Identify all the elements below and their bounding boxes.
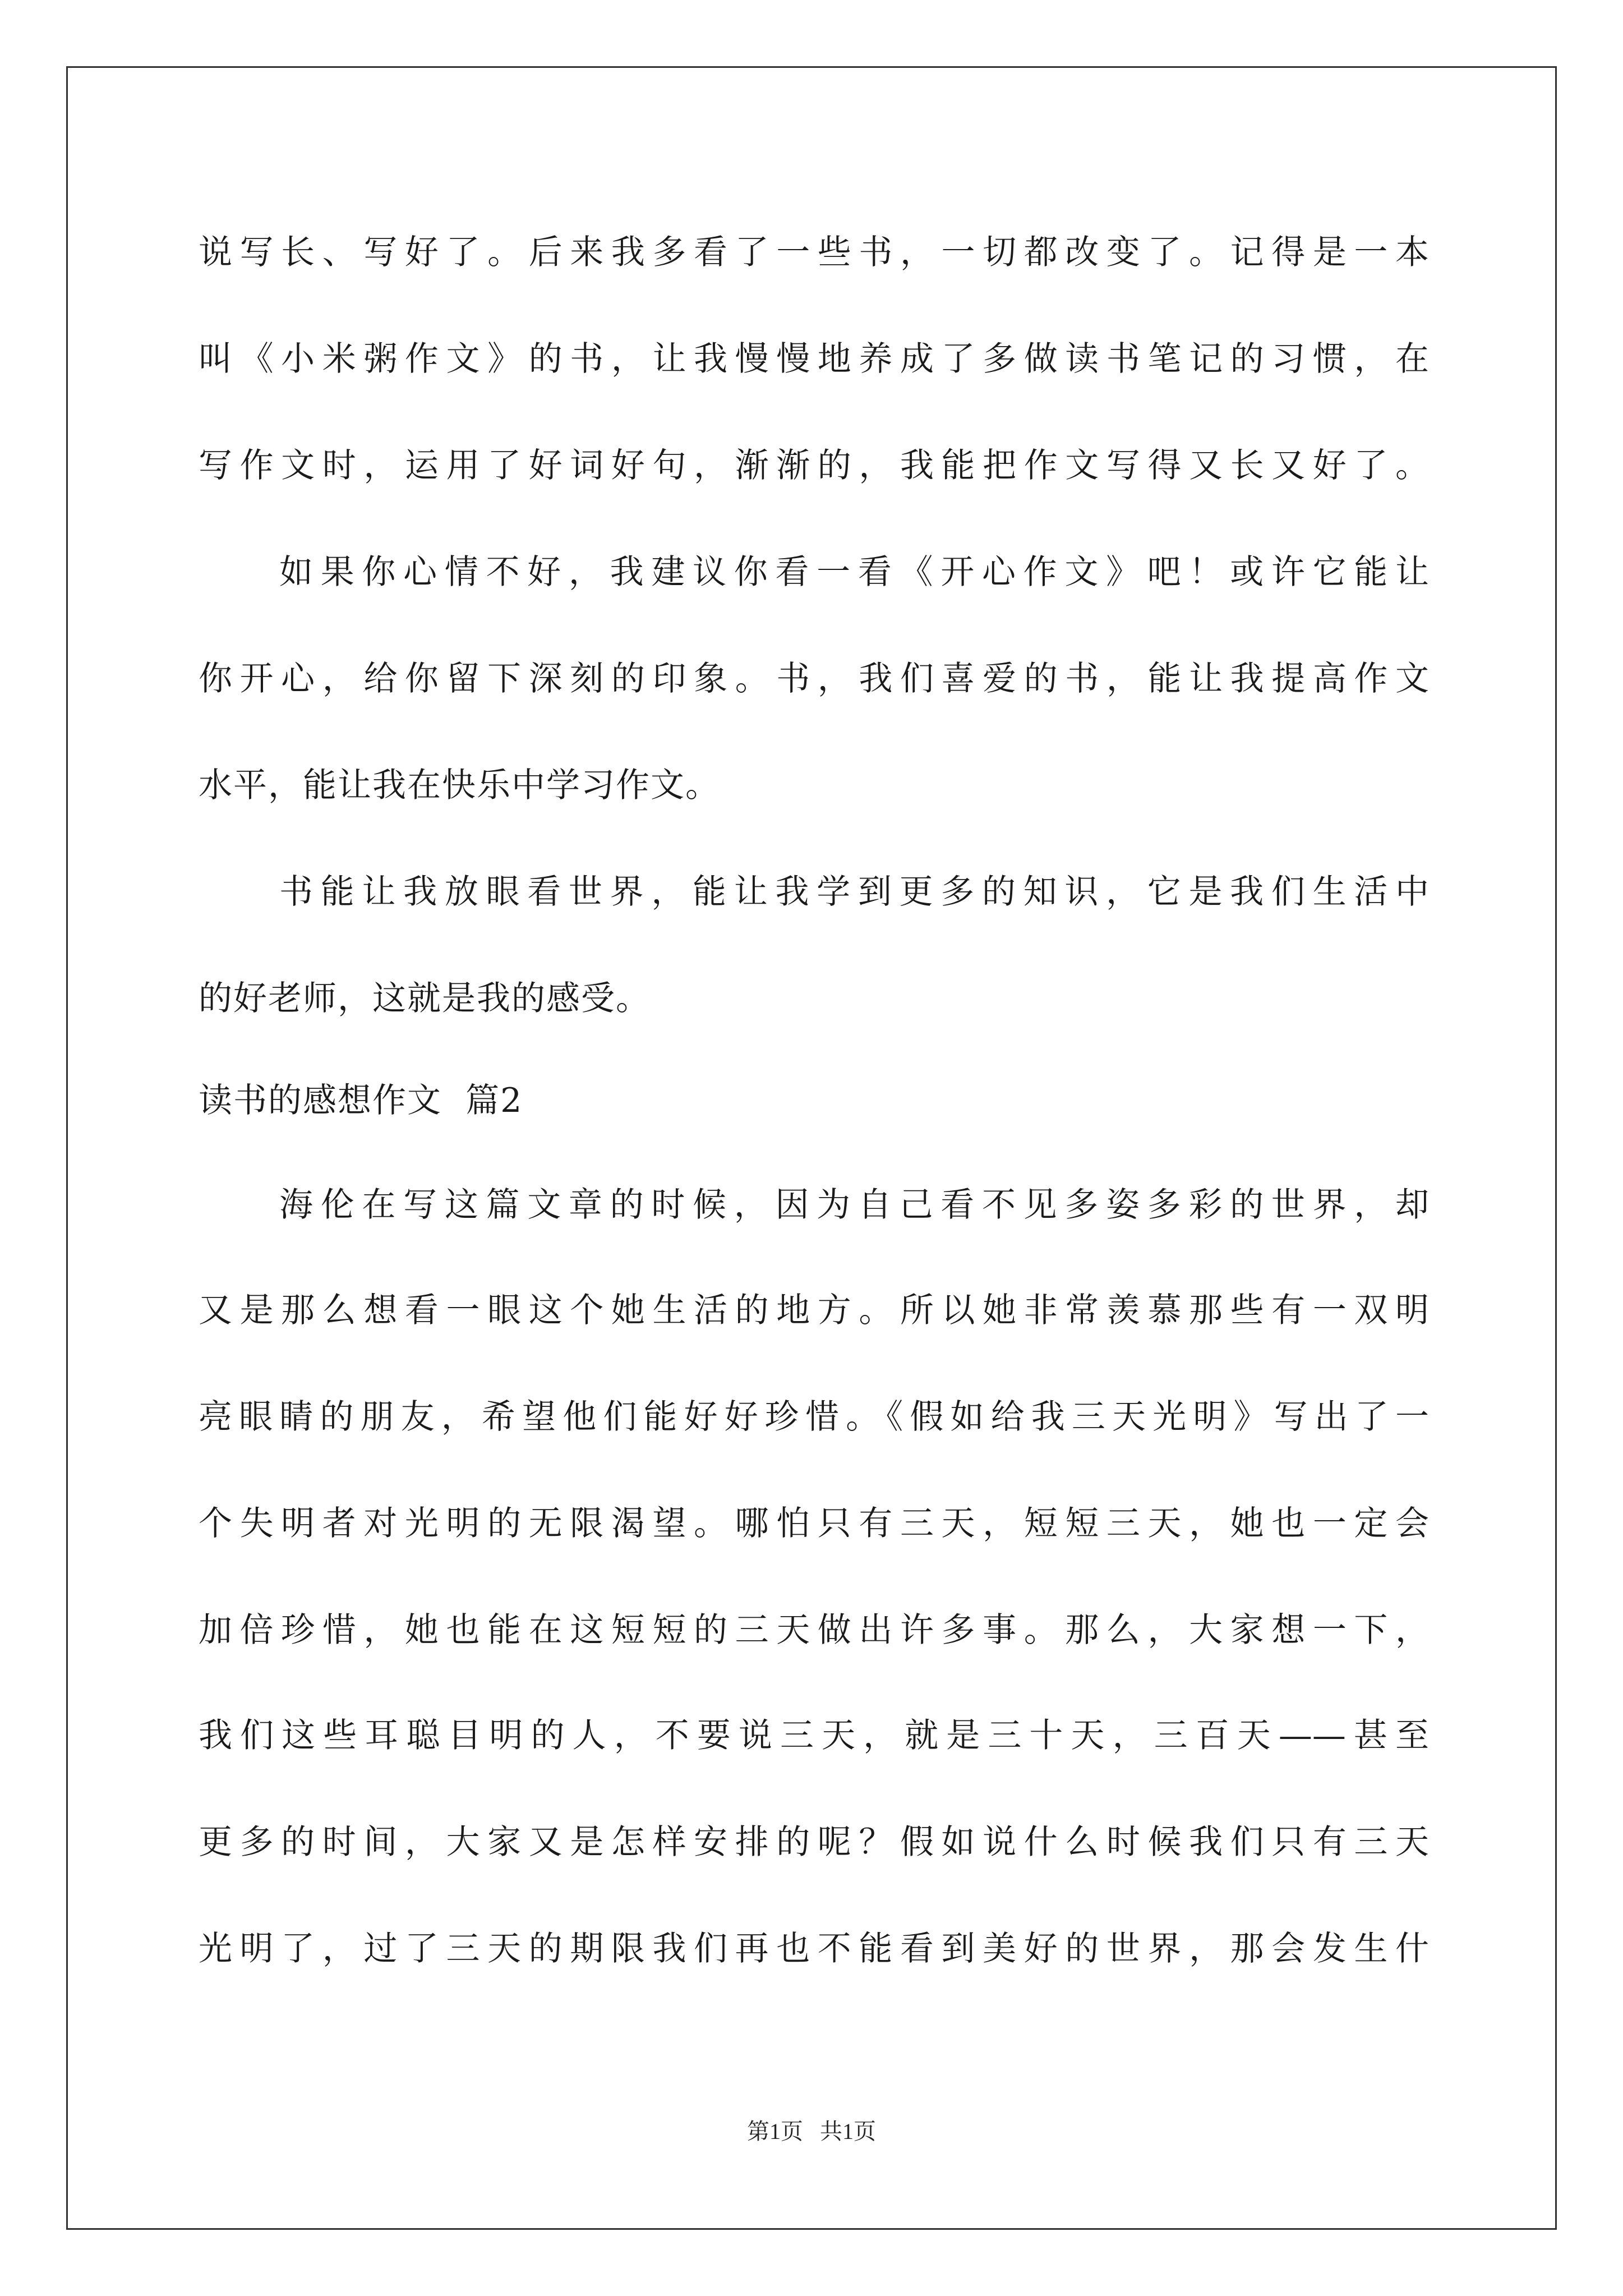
text-line: 的好老师，这就是我的感受。: [199, 979, 651, 1018]
text-line: 加倍珍惜，她也能在这短短的三天做出许多事。那么，大家想一下，: [199, 1611, 1429, 1650]
page-number-footer: 第1页 共1页: [747, 2119, 876, 2144]
paragraph-first-line: 如果你心情不好，我建议你看一看《开心作文》吧！或许它能让: [279, 553, 1429, 592]
text-line: 说写长、写好了。后来我多看了一些书，一切都改变了。记得是一本: [199, 233, 1429, 272]
text-line: 叫《小米粥作文》的书，让我慢慢地养成了多做读书笔记的习惯，在: [199, 339, 1429, 379]
paragraph-first-line: 书能让我放眼看世界，能让我学到更多的知识，它是我们生活中: [279, 872, 1429, 912]
section-heading: 读书的感想作文 篇2: [199, 1081, 523, 1120]
text-line: 个失明者对光明的无限渴望。哪怕只有三天，短短三天，她也一定会: [199, 1504, 1429, 1543]
text-line: 水平，能让我在快乐中学习作文。: [199, 766, 720, 805]
text-line: 亮眼睛的朋友，希望他们能好好珍惜。《假如给我三天光明》写出了一: [199, 1397, 1429, 1437]
text-line: 我们这些耳聪目明的人，不要说三天，就是三十天，三百天——甚至: [199, 1716, 1429, 1755]
paragraph-first-line: 海伦在写这篇文章的时候，因为自己看不见多姿多彩的世界，却: [279, 1185, 1429, 1225]
text-line: 又是那么想看一眼这个她生活的地方。所以她非常羡慕那些有一双明: [199, 1291, 1429, 1330]
text-line: 写作文时，运用了好词好句，渐渐的，我能把作文写得又长又好了。: [199, 446, 1429, 485]
page-border: [66, 66, 1557, 2230]
text-line: 你开心，给你留下深刻的印象。书，我们喜爱的书，能让我提高作文: [199, 659, 1429, 698]
text-line: 更多的时间，大家又是怎样安排的呢？假如说什么时候我们只有三天: [199, 1823, 1429, 1862]
text-line: 光明了，过了三天的期限我们再也不能看到美好的世界，那会发生什: [199, 1929, 1429, 1968]
